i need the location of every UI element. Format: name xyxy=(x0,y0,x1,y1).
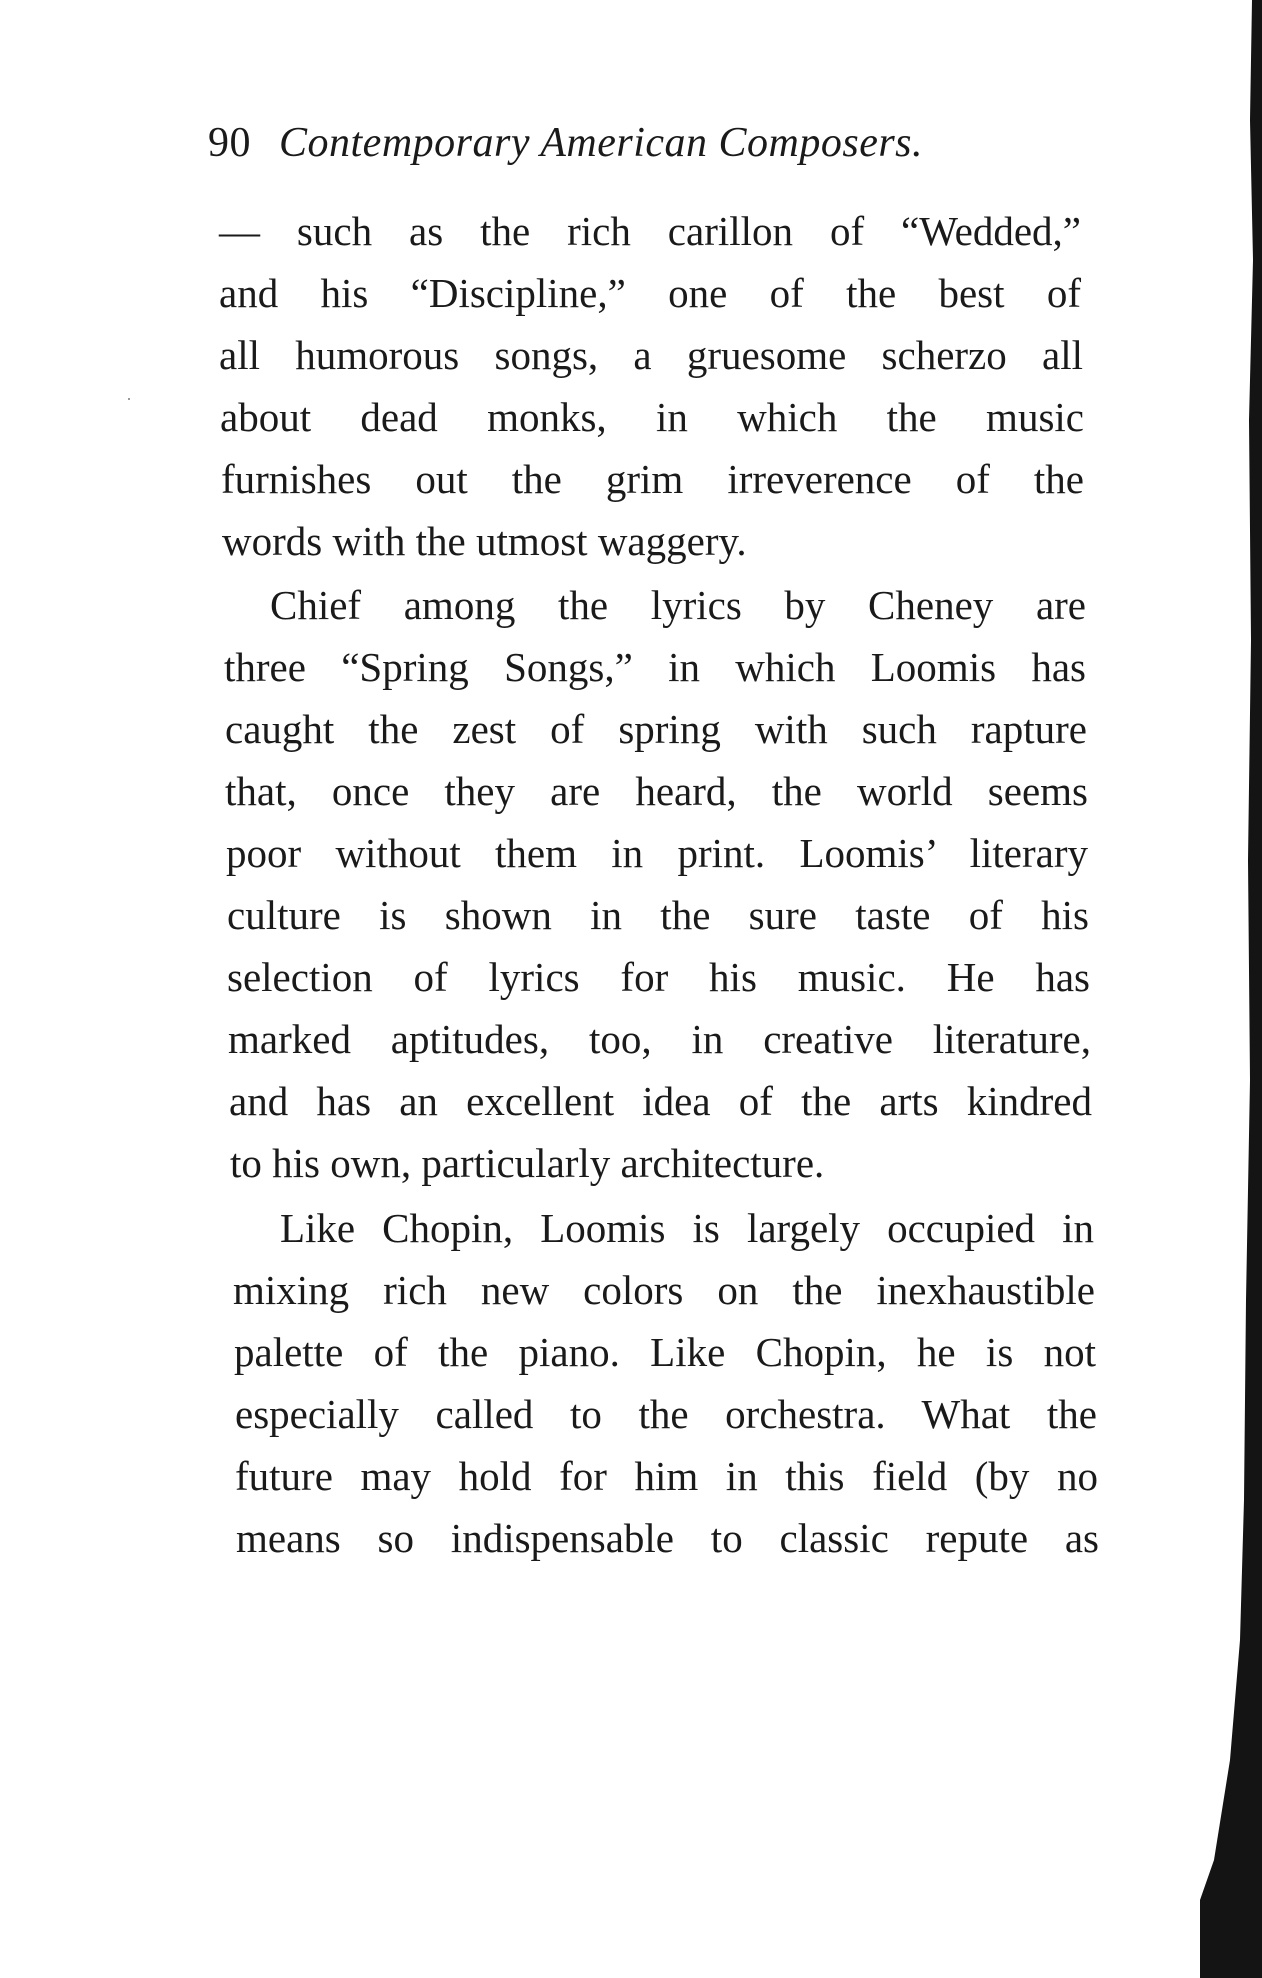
text-line: — such as the rich carillon of “Wedded,” xyxy=(219,208,1081,254)
text-line: mixing rich new colors on the inexhaustible xyxy=(233,1267,1095,1313)
text-line: and his “Discipline,” one of the best of xyxy=(219,270,1081,316)
text-line: three “Spring Songs,” in which Loomis has xyxy=(224,644,1086,690)
text-line: all humorous songs, a gruesome scherzo all xyxy=(219,332,1083,378)
text-line: that, once they are heard, the world seems xyxy=(225,768,1088,814)
text-line: Like Chopin, Loomis is largely occupied in xyxy=(280,1205,1094,1251)
text-line: marked aptitudes, too, in creative literature, xyxy=(228,1016,1091,1062)
text-line: furnishes out the grim irreverence of the xyxy=(221,456,1084,502)
text-line: Chief among the lyrics by Cheney are xyxy=(270,582,1086,628)
text-line: words with the utmost waggery. xyxy=(222,518,747,564)
text-line: and has an excellent idea of the arts kindred xyxy=(229,1078,1092,1124)
text-line: to his own, particularly architecture. xyxy=(230,1140,825,1186)
text-line: about dead monks, in which the music xyxy=(220,394,1084,440)
text-line: future may hold for him in this field (by no xyxy=(235,1453,1098,1499)
running-header xyxy=(208,118,923,168)
text-line: caught the zest of spring with such rapture xyxy=(225,706,1087,752)
text-line: palette of the piano. Like Chopin, he is not xyxy=(234,1329,1096,1375)
page-number: 90 xyxy=(208,120,251,166)
page-binding-edge xyxy=(1200,0,1262,1978)
scan-speck xyxy=(128,398,130,400)
text-line: poor without them in print. Loomis’ literary xyxy=(226,830,1088,876)
text-line: selection of lyrics for his music. He has xyxy=(227,954,1090,1000)
running-title: Contemporary American Composers. xyxy=(279,120,924,166)
text-line: especially called to the orchestra. What the xyxy=(235,1391,1097,1437)
text-line: culture is shown in the sure taste of his xyxy=(227,892,1089,938)
text-line: means so indispensable to classic repute as xyxy=(236,1515,1099,1561)
